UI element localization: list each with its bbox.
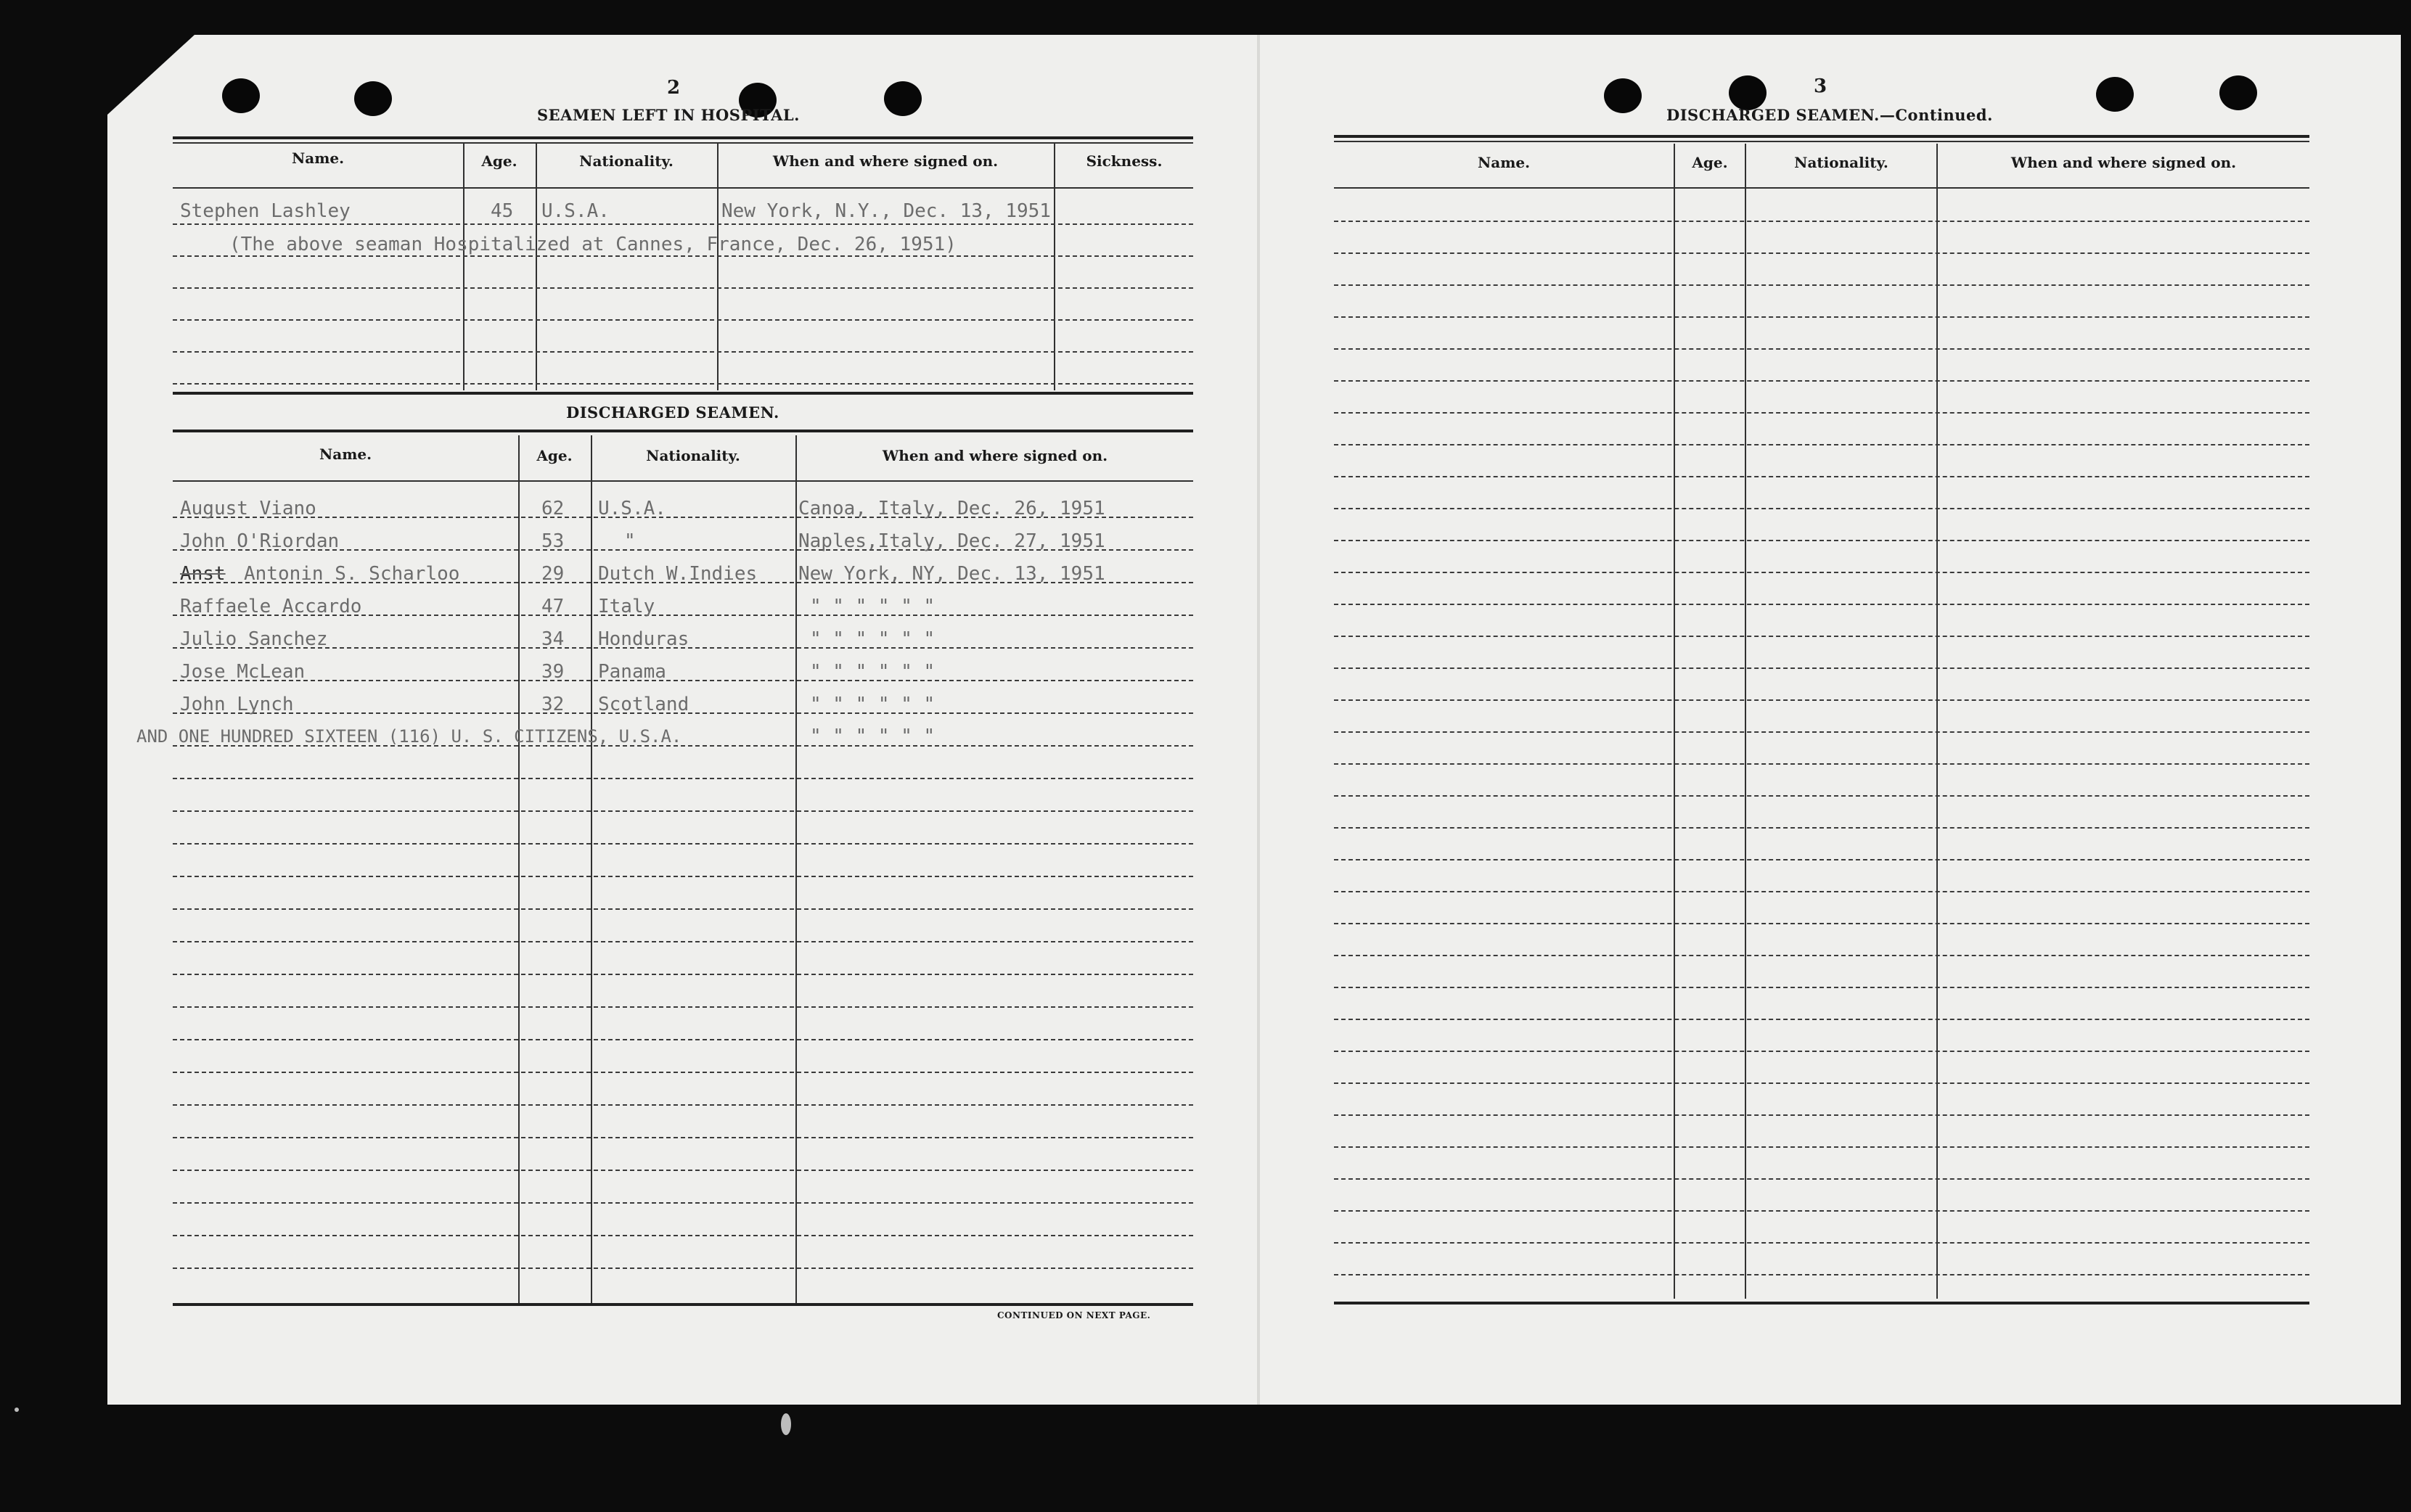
discharged-row-name: Raffaele Accardo	[180, 596, 362, 617]
discharged-row-nationality: Honduras	[598, 628, 689, 650]
hospital-row-name: Stephen Lashley	[180, 200, 351, 222]
ruled-line	[173, 383, 1193, 385]
ruled-line	[1334, 348, 2309, 350]
ruled-line	[173, 876, 1193, 877]
ruled-line	[1334, 859, 2309, 860]
ruled-line	[1334, 412, 2309, 414]
ruled-line	[173, 1039, 1193, 1040]
ruled-line	[1334, 1242, 2309, 1244]
ruled-line	[173, 1006, 1193, 1008]
right-header-nationality: Nationality.	[1794, 154, 1888, 171]
ruled-line	[173, 319, 1193, 321]
hospital-col-divider	[536, 144, 537, 390]
discharged-header-signed-on: When and where signed on.	[882, 447, 1108, 464]
ruled-line	[173, 351, 1193, 353]
ruled-line	[1334, 699, 2309, 701]
ruled-line	[173, 941, 1193, 942]
discharged-row-age: 39	[541, 661, 565, 683]
hospital-section-title: SEAMEN LEFT IN HOSPITAL.	[537, 106, 800, 124]
discharged-row-age: 29	[541, 563, 565, 585]
right-top-rule	[1334, 135, 2309, 138]
hospital-col-divider	[463, 144, 464, 390]
hospital-header-age: Age.	[481, 152, 517, 170]
discharged-row-signed-on: Naples,Italy, Dec. 27, 1951	[798, 530, 1105, 552]
page-number-left: 2	[666, 77, 681, 99]
punch-hole	[2096, 77, 2134, 112]
ruled-line	[1334, 1210, 2309, 1212]
page-number-right: 3	[1813, 75, 1827, 97]
right-header-rule	[1334, 141, 2309, 142]
ruled-line	[1334, 252, 2309, 254]
right-bottom-rule	[1334, 1302, 2309, 1304]
right-section-title: DISCHARGED SEAMEN.—Continued.	[1666, 106, 1993, 124]
ruled-line	[173, 778, 1193, 779]
ruled-line	[1334, 955, 2309, 956]
ruled-line	[173, 680, 1193, 681]
ruled-line	[1334, 380, 2309, 382]
discharged-row-age: 32	[541, 694, 565, 715]
discharged-col-divider	[518, 435, 520, 1303]
ruled-line	[1334, 1146, 2309, 1148]
ruled-line	[1334, 795, 2309, 797]
ruled-line	[1334, 572, 2309, 573]
ruled-line	[1334, 731, 2309, 733]
ruled-line	[173, 974, 1193, 975]
hospital-note: (The above seaman Hospitalized at Cannes, France, Dec. 26, 1951)	[229, 234, 957, 255]
ruled-line	[1334, 827, 2309, 829]
discharged-row-age: 62	[541, 498, 565, 519]
ruled-line	[1334, 1114, 2309, 1116]
discharged-row-signed-on: Canoa, Italy, Dec. 26, 1951	[798, 498, 1105, 519]
hospital-col-divider	[1054, 144, 1055, 390]
discharged-header-name: Name.	[319, 445, 372, 463]
discharged-col-divider	[795, 435, 797, 1303]
ruled-line	[1334, 221, 2309, 222]
discharged-row-name: Antonin S. Scharloo	[244, 563, 460, 585]
ruled-line	[1334, 1051, 2309, 1052]
discharged-row-signed-on: New York, NY, Dec. 13, 1951	[798, 563, 1105, 585]
discharged-summary-line: AND ONE HUNDRED SIXTEEN (116) U. S. CITIZENS, U.S.A.	[136, 726, 682, 747]
ruled-line	[173, 1137, 1193, 1138]
continued-note: CONTINUED ON NEXT PAGE.	[997, 1310, 1151, 1320]
discharged-col-divider	[591, 435, 592, 1303]
ruled-line	[173, 223, 1193, 225]
ruled-line	[1334, 1019, 2309, 1020]
discharged-row-signed-on: " " " " " "	[810, 628, 936, 650]
punch-hole	[1729, 75, 1767, 110]
right-header-name: Name.	[1477, 154, 1531, 171]
hospital-row-nationality: U.S.A.	[541, 200, 610, 222]
discharged-header-rule	[173, 430, 1193, 432]
ruled-line	[1334, 284, 2309, 286]
hospital-header-name: Name.	[291, 149, 345, 167]
discharged-row-signed-on: " " " " " "	[810, 661, 936, 683]
ruled-line	[1334, 763, 2309, 765]
discharged-row-age: 47	[541, 596, 565, 617]
ruled-line	[1334, 1178, 2309, 1180]
hospital-header-sickness: Sickness.	[1086, 152, 1163, 170]
hospital-row-age: 45	[491, 200, 514, 222]
right-header-bottom-rule	[1334, 187, 2309, 189]
ruled-line	[173, 1072, 1193, 1073]
discharged-row-nationality: U.S.A.	[598, 498, 666, 519]
ruled-line	[1334, 444, 2309, 445]
discharged-row-name: John Lynch	[180, 694, 294, 715]
right-header-age: Age.	[1692, 154, 1728, 171]
discharged-row-name: August Viano	[180, 498, 316, 519]
discharged-header-bottom-rule	[173, 480, 1193, 482]
punch-hole	[1604, 78, 1642, 113]
ruled-line	[173, 1267, 1193, 1269]
discharged-row-name: Julio Sanchez	[180, 628, 328, 650]
hospital-col-divider	[717, 144, 719, 390]
ruled-line	[1334, 923, 2309, 924]
ruled-line	[1334, 316, 2309, 318]
punch-hole	[884, 81, 922, 116]
discharged-row-signed-on: " " " " " "	[810, 596, 936, 617]
ruled-line	[1334, 476, 2309, 477]
ruled-line	[1334, 636, 2309, 637]
ruled-line	[173, 908, 1193, 910]
discharged-row-nationality: Scotland	[598, 694, 689, 715]
hospital-header-bottom-rule	[173, 187, 1193, 189]
discharged-summary-signed-on: " " " " " "	[810, 726, 936, 747]
discharged-row-signed-on: " " " " " "	[810, 694, 936, 715]
ruled-line	[1334, 987, 2309, 988]
discharged-row-age: 34	[541, 628, 565, 650]
discharged-row-nationality: "	[624, 530, 636, 552]
hospital-row-signed-on: New York, N.Y., Dec. 13, 1951	[721, 200, 1051, 222]
ruled-line	[1334, 540, 2309, 541]
hospital-header-signed-on: When and where signed on.	[772, 152, 999, 170]
discharged-row-nationality: Dutch W.Indies	[598, 563, 758, 585]
ruled-line	[1334, 508, 2309, 509]
discharged-top-rule	[173, 392, 1193, 395]
page-fold	[1257, 35, 1260, 1405]
scan-speck	[781, 1413, 791, 1435]
discharged-section-title: DISCHARGED SEAMEN.	[566, 403, 779, 422]
ruled-line	[173, 1170, 1193, 1171]
punch-hole	[354, 81, 392, 116]
ruled-line	[1334, 1082, 2309, 1084]
ruled-line	[173, 1104, 1193, 1106]
ruled-line	[173, 810, 1193, 812]
punch-hole	[2219, 75, 2257, 110]
hospital-header-nationality: Nationality.	[579, 152, 674, 170]
discharged-row-name: Jose McLean	[180, 661, 306, 683]
ruled-line	[1334, 1274, 2309, 1275]
discharged-row-nationality: Italy	[598, 596, 655, 617]
discharged-header-nationality: Nationality.	[646, 447, 740, 464]
discharged-row-age: 53	[541, 530, 565, 552]
discharged-bottom-rule	[173, 1303, 1193, 1306]
ruled-line	[173, 287, 1193, 289]
ruled-line	[1334, 891, 2309, 892]
ruled-line	[1334, 604, 2309, 605]
punch-hole	[222, 78, 260, 113]
ruled-line	[173, 843, 1193, 845]
ruled-line	[173, 255, 1193, 257]
right-header-signed-on: When and where signed on.	[2010, 154, 2237, 171]
ruled-line	[173, 1235, 1193, 1236]
discharged-row-name: John O'Riordan	[180, 530, 340, 552]
ruled-line	[173, 1202, 1193, 1204]
hospital-header-rule	[173, 142, 1193, 144]
discharged-header-age: Age.	[536, 447, 573, 464]
hospital-top-rule	[173, 136, 1193, 139]
ruled-line	[1334, 667, 2309, 669]
crossed-out-prefix: Anst	[180, 563, 226, 585]
discharged-row-nationality: Panama	[598, 661, 666, 683]
scan-speck	[15, 1408, 19, 1412]
